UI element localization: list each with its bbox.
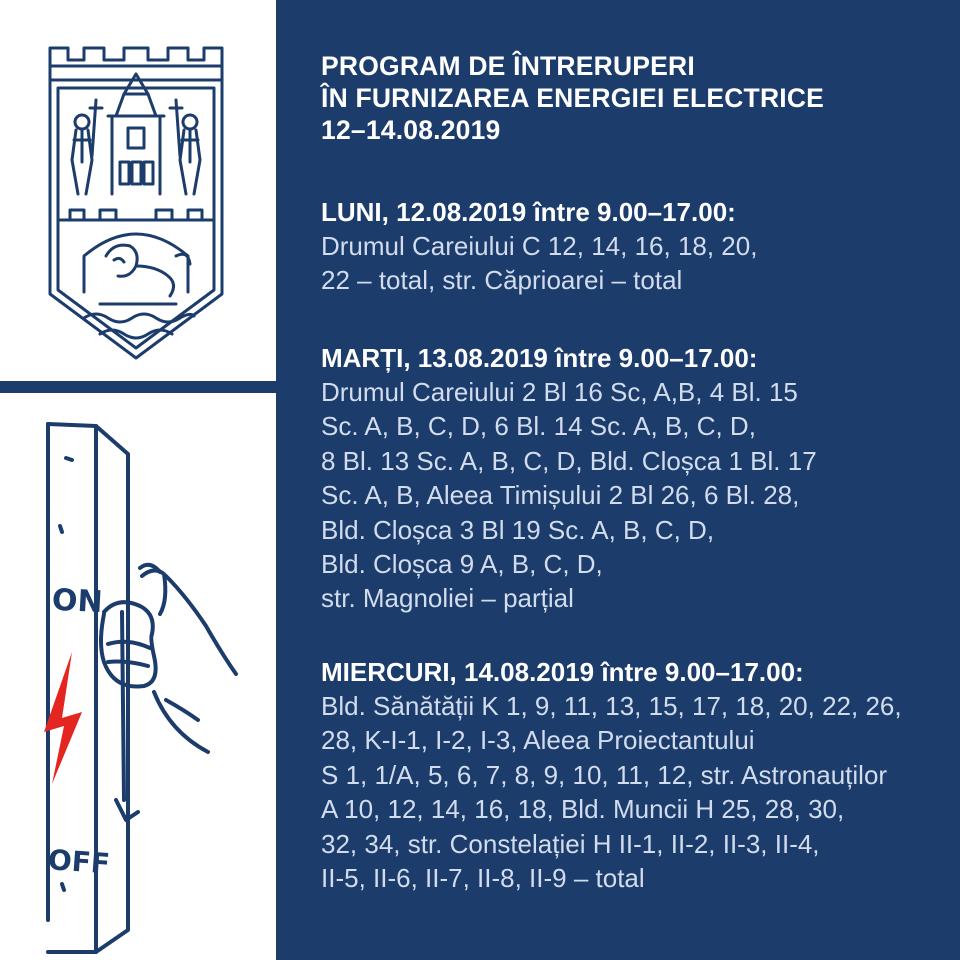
left-column xyxy=(0,0,276,960)
power-switch-hand-icon xyxy=(0,400,276,960)
address-line: A 10, 12, 14, 16, 18, Bld. Muncii H 25, 28, 30, xyxy=(321,794,845,825)
address-line: Drumul Careiului C 12, 14, 16, 18, 20, xyxy=(321,231,758,261)
address-line: Sc. A, B, C, D, 6 Bl. 14 Sc. A, B, C, D, xyxy=(321,411,756,442)
city-coat-of-arms-icon xyxy=(44,44,228,364)
title-line: ÎN FURNIZAREA ENERGIEI ELECTRICE xyxy=(321,83,825,113)
address-line: Sc. A, B, Aleea Timișului 2 Bl 26, 6 Bl. 28, xyxy=(321,480,800,511)
address-line: II-5, II-6, II-7, II-8, II-9 – total xyxy=(321,863,645,894)
section-heading: MARȚI, 13.08.2019 între 9.00–17.00: xyxy=(321,343,758,373)
address-line: 32, 34, str. Constelației H II-1, II-2, II-3, II-4, xyxy=(321,828,820,859)
address-line: Drumul Careiului 2 Bl 16 Sc, A,B, 4 Bl. 15 xyxy=(321,377,798,407)
switch-on-label: ON xyxy=(51,582,104,621)
section-heading: LUNI, 12.08.2019 între 9.00–17.00: xyxy=(321,197,736,227)
switch-off-label: OFF xyxy=(46,843,112,881)
schedule-section-wednesday xyxy=(321,655,951,895)
address-line: Bld. Sănătății K 1, 9, 11, 13, 15, 17, 18, 20, 22, 26, xyxy=(321,691,902,721)
schedule-section-monday xyxy=(321,195,951,298)
schedule-section-tuesday xyxy=(321,341,951,616)
address-line: 22 – total, str. Căprioarei – total xyxy=(321,265,683,296)
page-title xyxy=(321,50,941,146)
address-line: S 1, 1/A, 5, 6, 7, 8, 9, 10, 11, 12, str. Astronauților xyxy=(321,759,888,790)
title-line: PROGRAM DE ÎNTRERUPERI xyxy=(321,51,695,81)
address-line: 8 Bl. 13 Sc. A, B, C, D, Bld. Cloșca 1 Bl. 17 xyxy=(321,445,817,476)
address-line: 28, K-I-1, I-2, I-3, Aleea Proiectantului xyxy=(321,725,755,756)
section-body xyxy=(321,375,951,616)
address-line: Bld. Cloșca 9 A, B, C, D, xyxy=(321,549,603,580)
address-line: Bld. Cloșca 3 Bl 19 Sc. A, B, C, D, xyxy=(321,514,715,545)
title-line: 12–14.08.2019 xyxy=(321,115,501,145)
section-body xyxy=(321,229,951,298)
address-line: str. Magnoliei – parțial xyxy=(321,583,574,614)
section-heading: MIERCURI, 14.08.2019 între 9.00–17.00: xyxy=(321,657,804,687)
section-body xyxy=(321,689,951,895)
horizontal-divider xyxy=(0,381,276,393)
announcement-panel xyxy=(276,0,960,960)
